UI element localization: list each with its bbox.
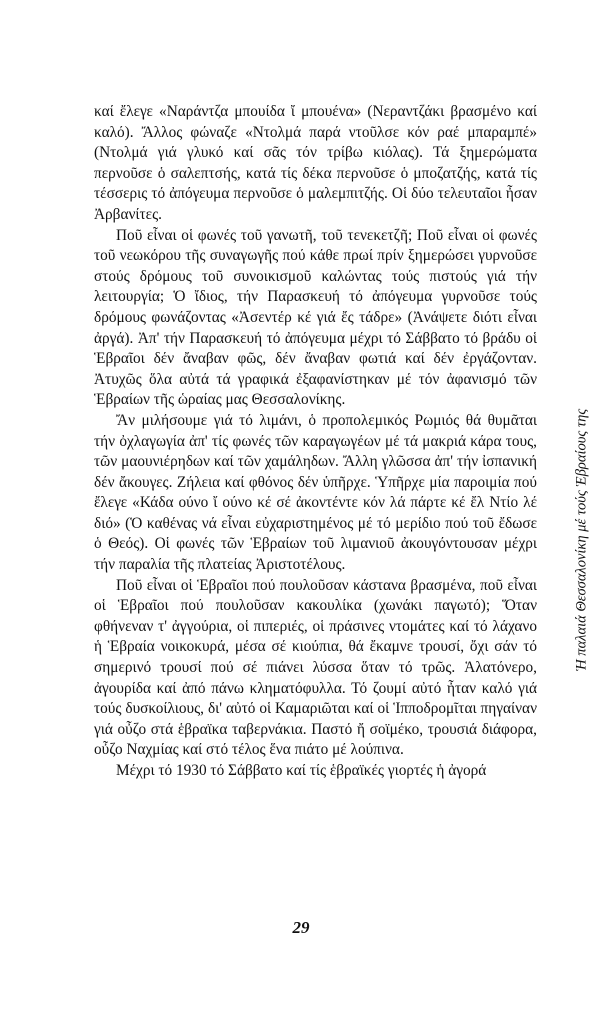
body-text	[94, 102, 537, 782]
paragraph-4: Ποῦ εἶναι οἱ Ἑβραῖοι πού πουλοῦσαν κάστανα βρασμένα, ποῦ εἶναι οἱ Ἑβραῖοι πού πουλοῦσαν κακουλίκα (χωνάκι παγωτό); Ὅταν φθήνεναν τ' ἀγγούρια, οἱ πιπεριές, οἱ πράσινες ντομάτες καί τό λάχανο ἡ Ἑβραία νοικοκυρά, μέσα σέ κιούπια, θά ἔκαμνε τρουσί, ὄχι σάν τό σημερινό τρουσί πού σέ πιάνει λύσσα ὅταν τό τρῶς. Ἁλατόνερο, ἀγουρίδα καί ἀπό πάνω κληματόφυλλα. Τό ζουμί αὐτό ἦταν καλό γιά τούς δυσκοίλιους, δι' αὐτό οἱ Καμαριῶται καί οἱ Ἱπποδρομῖται πηγαίναν γιά οὖζο στά ἑβραϊκα ταβερνάκια. Παστό ἤ σοϊμέκο, τρουσιά διάφορα, οὖζο Ναχμίας καί στό τέλος ἕνα πιάτο μέ λούπινα.	[94, 576, 537, 759]
running-head: Ἡ παλαιά Θεσσαλονίκη μέ τούς Ἑβραίους της	[573, 408, 590, 672]
paragraph-5: Μέχρι τό 1930 τό Σάββατο καί τίς ἑβραϊκές γιορτές ἡ ἀγορά	[116, 762, 487, 779]
paragraph-1: καί ἔλεγε «Ναράντζα μπουίδα ἴ μπουένα» (Νεραντζάκι βρασμένο καί καλό). Ἄλλος φώναζε «Ντολμά παρά ντοῦλσε κόν ραέ μπαραμπέ» (Ντολμά γιά γλυκό καί σᾶς τόν τρίβω κιόλας). Τά ξημερώματα περνοῦσε ὁ σαλεπτσής, κατά τίς δέκα περνοῦσε ὁ μποζατζής, κατά τίς τέσσερις τό ἀπόγευμα περνοῦσε ὁ μαλεμπιτζής. Οἱ δύο τελευταῖοι ἦσαν Ἀρβανίτες.	[94, 103, 537, 223]
page-number: 29	[292, 918, 310, 937]
paragraph-3: Ἄν μιλήσουμε γιά τό λιμάνι, ὁ προπολεμικός Ρωμιός θά θυμᾶται τήν ὀχλαγωγία ἀπ' τίς φωνές τῶν καραγωγέων μέ τά μακριά κάρα τους, τῶν μαουνιέρηδων καί τῶν χαμάληδων. Ἄλλη γλῶσσα ἀπ' τήν ἰσπανική δέν ἄκουγες. Ζήλεια καί φθόνος δέν ὑπῆρχε. Ὑπῆρχε μία παροιμία πού ἔλεγε «Κάδα ούνο ἴ ούνο κέ σέ ἀκοντέντε κόν λά πάρτε κέ ἔλ Ντίο λέ διό» (Ὁ καθένας νά εἶναι εὐχαριστημένος μέ τό μερίδιο πού τοῦ ἔδωσε ὁ Θεός). Οἱ φωνές τῶν Ἑβραίων τοῦ λιμανιοῦ ἀκουγόντουσαν μέχρι τήν παραλία τῆς πλατείας Ἀριστοτέλους.	[94, 411, 537, 574]
paragraph-2: Ποῦ εἶναι οἱ φωνές τοῦ γανωτῆ, τοῦ τενεκετζῆ; Ποῦ εἶναι οἱ φωνές τοῦ νεωκόρου τῆς συναγωγῆς πού κάθε πρωί πρίν ξημερώσει γυρνοῦσε στούς δρόμους τοῦ συνοικισμοῦ καλώντας τούς πιστούς γιά τήν λειτουργία; Ὁ ἴδιος, τήν Παρασκευή τό ἀπόγευμα γυρνοῦσε τούς δρόμους φωνάζοντας «Ἀσεντέρ κέ γιά ἔς τάδρε» (Ἀνάψετε διότι εἶναι ἀργά). Ἀπ' τήν Παρασκευή τό ἀπόγευμα μέχρι τό Σάββατο τό βράδυ οἱ Ἑβραῖοι δέν ἄναβαν φῶς, δέν ἄναβαν φωτιά καί δέν ἐργάζονταν. Ἀτυχῶς ὅλα αὐτά τά γραφικά ἐξαφανίστηκαν μέ τόν ἀφανισμό τῶν Ἑβραίων τῆς ὡραίας μας Θεσσαλονίκης.	[94, 226, 537, 409]
